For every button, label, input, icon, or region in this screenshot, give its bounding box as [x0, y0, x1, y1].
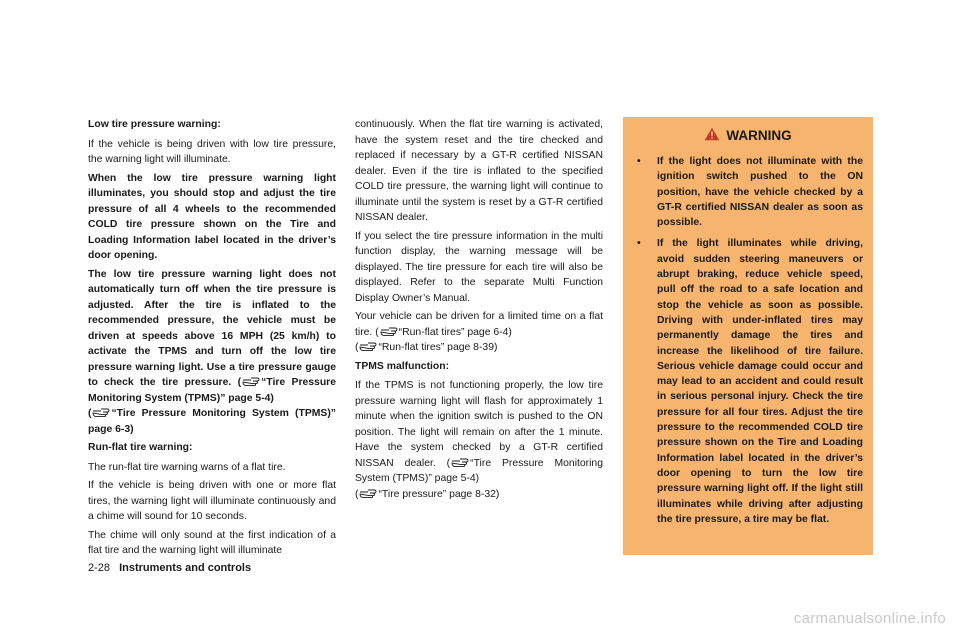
reference-link[interactable]: “Tire Pressure Monitoring System (TPMS)” page 5-4) — [355, 457, 603, 484]
page-footer — [88, 562, 251, 574]
text: If the TPMS is not functioning properly, the low tire pressure warning light will flash for approximately 1 minute when the ignition switch is pushed to the ON position. The light will remain on after the 1 minute. Have the system checked by a GT-R certified NISSAN dealer. ( — [355, 380, 603, 469]
heading-low-tire-pressure: Low tire pressure warning: — [88, 119, 221, 130]
reference-link[interactable]: “Tire pressure” page 8-32) — [378, 488, 500, 500]
text: The low tire pressure warning light does not automatically turn off when the tire pressure is adjusted. After the tire is inflated to the recommended pressure, the vehicle must be driven at speeds above 16 MPH (25 km/h) to activate the TPMS and turn off the low tire pressure warning light. Use a tire pressure gauge to check the tire pressure. ( — [88, 268, 336, 388]
paragraph-ref — [355, 378, 603, 502]
page-number: 2-28 — [88, 562, 111, 574]
warning-item-text: If the light illuminates while driving, avoid sudden steering maneuvers or abrupt braking, reduce vehicle speed, pull off the road to a safe location and stop the vehicle as soon as possible. Driving with under-inflated tires may permanently damage the tires and increase the likelihood of tire failure. Serious vehicle damage could occur and may lead to an accident and could result in serious personal injury. Check the tire pressure for all four tires. Adjust the tire pressure to the recommended COLD tire pressure shown on the Tire and Loading Information label located in the driver’s door opening to turn the low tire pressure warning light off. If the light still illuminates while driving after adjusting the tire pressure, a tire may be flat. — [657, 238, 863, 525]
text: ( — [355, 488, 359, 500]
warning-item — [633, 236, 863, 527]
bullet: • — [637, 238, 641, 250]
text: ( — [88, 408, 92, 419]
warning-item — [633, 154, 863, 230]
paragraph: continuously. When the flat tire warning is activated, have the system reset and the tire checked and replaced if necessary by a GT-R certified NISSAN dealer. Even if the tire is inflated to the specified COLD tire pressure, the warning light will continue to illuminate until the system is reset by a GT-R certified NISSAN dealer. — [355, 119, 603, 223]
warning-title — [633, 127, 863, 144]
warning-title-text: WARNING — [726, 128, 792, 143]
paragraph: The chime will only sound at the first indication of a flat tire and the warning light will illuminate — [88, 529, 336, 556]
left-column — [88, 117, 336, 562]
warning-item-text: If the light does not illuminate with the ignition switch pushed to the ON position, have the vehicle checked by a GT-R certified NISSAN dealer as soon as possible. — [657, 156, 863, 229]
paragraph-ref — [355, 309, 603, 356]
pointing-hand-icon — [359, 488, 377, 498]
pointing-hand-icon — [359, 341, 377, 351]
reference-link[interactable]: “Tire Pressure Monitoring System (TPMS)” page 6-3) — [88, 408, 336, 435]
pointing-hand-icon — [451, 457, 469, 467]
middle-column — [355, 117, 603, 505]
paragraph: The run-flat tire warning warns of a flat tire. — [88, 461, 286, 473]
heading-run-flat: Run-flat tire warning: — [88, 442, 193, 453]
reference-link[interactable]: “Run-flat tires” page 6-4) — [398, 326, 512, 338]
heading-tpms-malfunction: TPMS malfunction: — [355, 360, 450, 372]
bold-paragraph-ref — [88, 267, 336, 438]
paragraph: If the vehicle is being driven with low tire pressure, the warning light will illuminate. — [88, 138, 336, 165]
text: ( — [355, 342, 359, 353]
reference-link[interactable]: “Tire Pressure Monitoring System (TPMS)” page 5-4) — [88, 377, 337, 404]
bold-paragraph: When the low tire pressure warning light illuminates, you should stop and adjust the tire pressure of all 4 wheels to the recommended COLD tire pressure shown on the Tire and Loading Information label located in the driver’s door opening. — [88, 172, 336, 261]
section-title: Instruments and controls — [119, 562, 252, 574]
paragraph: If the vehicle is being driven with one or more flat tires, the warning light will illuminate continuously and a chime will sound for 10 seconds. — [88, 480, 336, 522]
reference-link[interactable]: “Run-flat tires” page 8-39) — [378, 342, 498, 353]
text: Your vehicle can be driven for a limited time on a flat tire. ( — [355, 311, 603, 338]
pointing-hand-icon — [92, 407, 110, 417]
pointing-hand-icon — [380, 326, 398, 336]
warning-triangle-icon — [704, 127, 720, 144]
watermark: carmanualsonline.info — [793, 610, 946, 627]
paragraph: If you select the tire pressure information in the multi function display, the warning message will be displayed. The tire pressure for each tire will also be displayed. Refer to the separate Multi Function Display Owner’s Manual. — [355, 230, 603, 304]
pointing-hand-icon — [242, 376, 260, 386]
warning-list — [633, 154, 863, 527]
bullet: • — [637, 156, 641, 167]
warning-box — [623, 117, 873, 555]
